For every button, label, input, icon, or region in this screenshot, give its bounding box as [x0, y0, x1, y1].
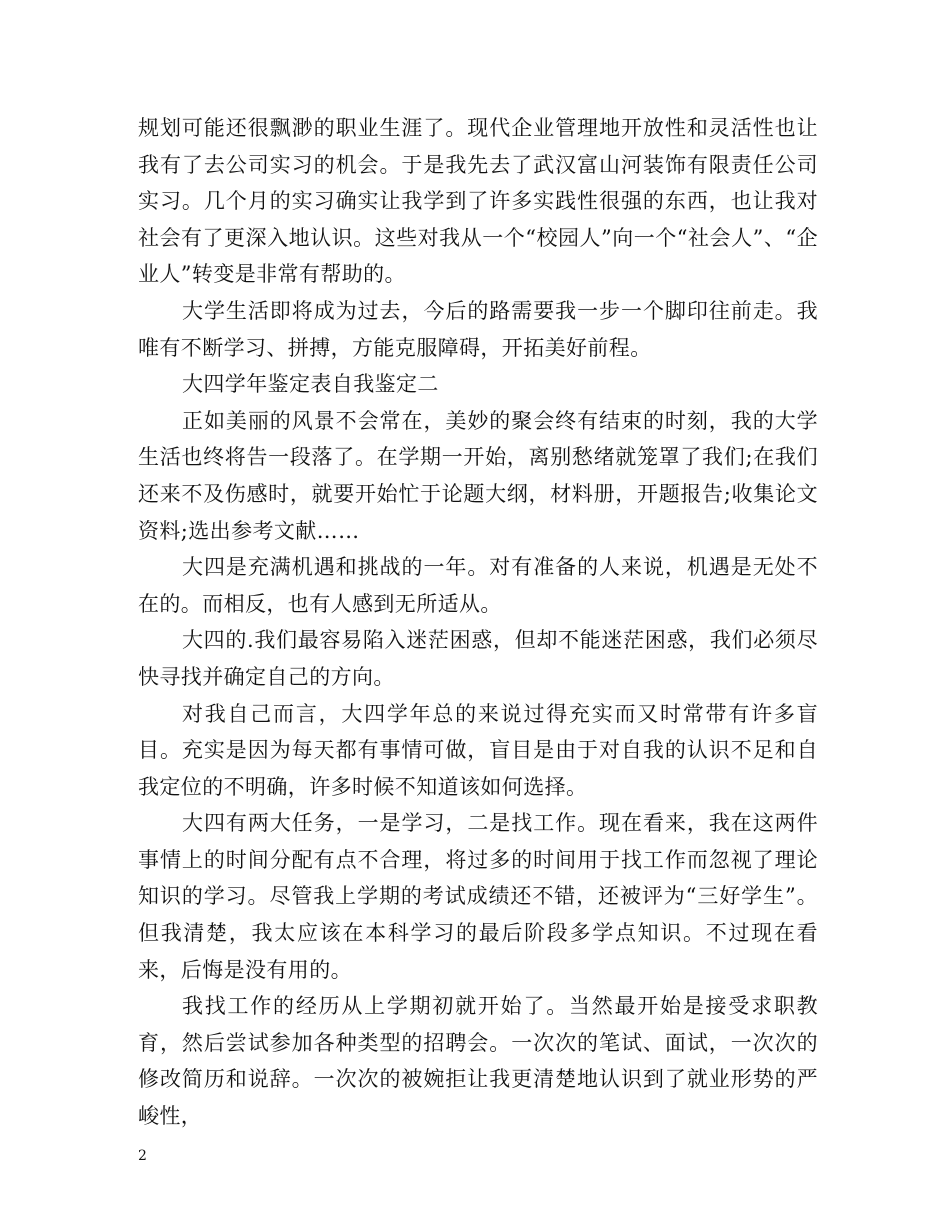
paragraph-6: 对我自己而言，大四学年总的来说过得充实而又时常带有许多盲目。充实是因为每天都有事情可做，盲目是由于对自我的认识不足和自我定位的不明确，许多时候不知道该如何选择。 — [138, 701, 818, 799]
paragraph-5: 大四的.我们最容易陷入迷茫困惑，但却不能迷茫困惑，我们必须尽快寻找并确定自己的方向。 — [138, 628, 818, 689]
paragraph-2: 大学生活即将成为过去，今后的路需要我一步一个脚印往前走。我唯有不断学习、拼搏，方能克服障碍，开拓美好前程。 — [138, 298, 818, 360]
paragraph-8: 我找工作的经历从上学期初就开始了。当然最开始是接受求职教育，然后尝试参加各种类型的招聘会。一次次的笔试、面试，一次次的修改简历和说辞。一次次的被婉拒让我更清楚地认识到了就业形势的严峻性， — [138, 994, 818, 1129]
document-body — [138, 110, 818, 1135]
page-number: 2 — [138, 1148, 147, 1164]
paragraph-3: 正如美丽的风景不会常在，美妙的聚会终有结束的时刻，我的大学生活也终将告一段落了。在学期一开始，离别愁绪就笼罩了我们;在我们还来不及伤感时，就要开始忙于论题大纲，材料册，开题报告;收集论文资料;选出参考文献…… — [138, 408, 818, 543]
paragraph-4: 大四是充满机遇和挑战的一年。对有准备的人来说，机遇是无处不在的。而相反，也有人感到无所适从。 — [138, 555, 818, 616]
paragraph-7: 大四有两大任务，一是学习，二是找工作。现在看来，我在这两件事情上的时间分配有点不合理，将过多的时间用于找工作而忽视了理论知识的学习。尽管我上学期的考试成绩还不错，还被评为“三好学生”。但我清楚，我太应该在本科学习的最后阶段多学点知识。不过现在看来，后悔是没有用的。 — [138, 811, 818, 982]
section-heading: 大四学年鉴定表自我鉴定二 — [182, 372, 439, 397]
paragraph-1: 规划可能还很飘渺的职业生涯了。现代企业管理地开放性和灵活性也让我有了去公司实习的机会。于是我先去了武汉富山河装饰有限责任公司实习。几个月的实习确实让我学到了许多实践性很强的东西，也让我对社会有了更深入地认识。这些对我从一个“校园人”向一个“社会人”、“企业人”转变是非常有帮助的。 — [138, 116, 818, 287]
